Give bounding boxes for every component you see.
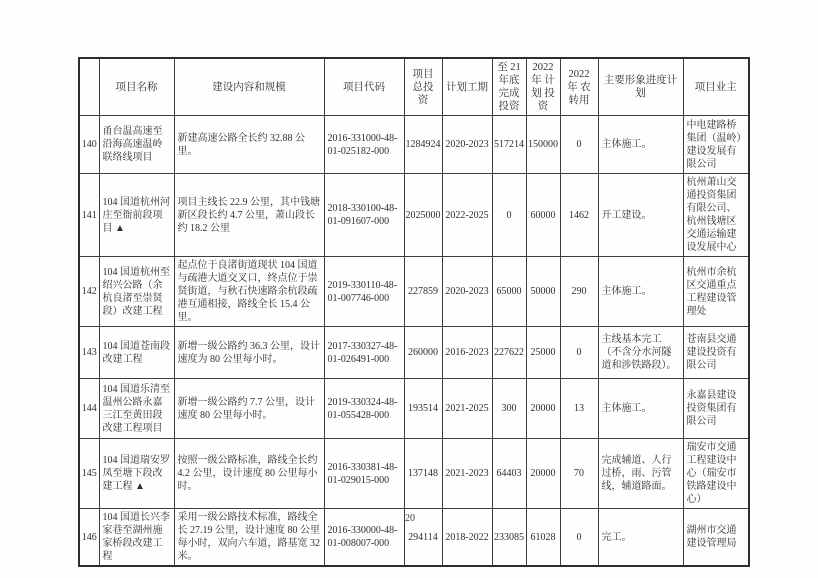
cell-farmland-conv: 290 bbox=[560, 257, 598, 327]
cell-project-code: 2016-330381-48-01-029015-000 bbox=[324, 439, 404, 509]
header-done21: 至 21 年底完成投资 bbox=[492, 58, 526, 116]
table-row bbox=[79, 174, 749, 257]
cell-done-by-2021: 64403 bbox=[492, 439, 526, 509]
cell-project-name: 104 国道苍南段改建工程 bbox=[99, 327, 174, 379]
header-content: 建设内容和规模 bbox=[174, 58, 324, 116]
cell-project-owner: 杭州市余杭区交通重点工程建设管理处 bbox=[683, 257, 749, 327]
cell-plan-period: 2022-2025 bbox=[442, 174, 492, 257]
cell-content-scale: 新增一级公路约 36.3 公里，设计速度为 80 公里每小时。 bbox=[174, 327, 324, 379]
cell-project-name: 104 国道杭州至绍兴公路（余杭良渚至崇贤段）改建工程 bbox=[99, 257, 174, 327]
header-owner: 项目业主 bbox=[683, 58, 749, 116]
cell-total-investment: 227859 bbox=[404, 257, 442, 327]
cell-project-owner: 中电建路桥集团（温岭）建设发展有限公司 bbox=[683, 116, 749, 174]
header-name: 项目名称 bbox=[99, 58, 174, 116]
cell-project-code: 2017-330327-48-01-026491-000 bbox=[324, 327, 404, 379]
cell-done-by-2021: 0 bbox=[492, 174, 526, 257]
cell-progress-plan: 完工。 bbox=[598, 509, 683, 567]
cell-plan-period: 2021-2025 bbox=[442, 379, 492, 439]
table-header-row bbox=[79, 58, 749, 116]
cell-project-owner: 瑞安市交通工程建设中心（瑞安市铁路建设中心） bbox=[683, 439, 749, 509]
cell-project-name: 104 国道乐清至温州公路永嘉三江至黄田段改建工程项目 bbox=[99, 379, 174, 439]
table-row bbox=[79, 439, 749, 509]
cell-done-by-2021: 300 bbox=[492, 379, 526, 439]
cell-farmland-conv: 0 bbox=[560, 116, 598, 174]
table-row bbox=[79, 116, 749, 174]
cell-progress-plan: 完成辅道、人行过桥，雨、污管线，辅道路面。 bbox=[598, 439, 683, 509]
cell-done-by-2021: 517214 bbox=[492, 116, 526, 174]
header-progress: 主要形象进度计划 bbox=[598, 58, 683, 116]
cell-project-name: 甬台温高速至沿海高速温岭联络线项目 bbox=[99, 116, 174, 174]
cell-plan-2022: 50000 bbox=[526, 257, 560, 327]
cell-plan-2022: 60000 bbox=[526, 174, 560, 257]
cell-project-code: 2019-330110-48-01-007746-000 bbox=[324, 257, 404, 327]
cell-plan-2022: 20000 bbox=[526, 379, 560, 439]
cell-plan-period: 2020-2023 bbox=[442, 116, 492, 174]
cell-total-investment: 260000 bbox=[404, 327, 442, 379]
cell-plan-2022: 20000 bbox=[526, 439, 560, 509]
cell-total-investment: 1284924 bbox=[404, 116, 442, 174]
cell-project-name: 104 国道杭州河庄至衙前段项目 ▲ bbox=[99, 174, 174, 257]
cell-project-code: 2019-330324-48-01-055428-000 bbox=[324, 379, 404, 439]
table-body bbox=[79, 116, 749, 567]
cell-content-scale: 按照一级公路标准，路线全长约 4.2 公里，设计速度 80 公里每小时。 bbox=[174, 439, 324, 509]
cell-done-by-2021: 233085 bbox=[492, 509, 526, 567]
cell-plan-2022: 61028 bbox=[526, 509, 560, 567]
cell-seq: 143 bbox=[79, 327, 99, 379]
header-seq bbox=[79, 58, 99, 116]
cell-plan-period: 2018-2022 bbox=[442, 509, 492, 567]
cell-content-scale: 新增一级公路约 7.7 公里，设计速度 80 公里每小时。 bbox=[174, 379, 324, 439]
cell-done-by-2021: 227622 bbox=[492, 327, 526, 379]
cell-progress-plan: 主线基本完工（不含分水河隧道和涉铁路段）。 bbox=[598, 327, 683, 379]
cell-progress-plan: 主体施工。 bbox=[598, 379, 683, 439]
cell-plan-period: 2021-2023 bbox=[442, 439, 492, 509]
cell-farmland-conv: 0 bbox=[560, 509, 598, 567]
cell-project-code: 2016-330000-48-01-008007-000 bbox=[324, 509, 404, 567]
cell-farmland-conv: 13 bbox=[560, 379, 598, 439]
cell-project-owner: 湖州市交通建设管理局 bbox=[683, 509, 749, 567]
header-code: 项目代码 bbox=[324, 58, 404, 116]
cell-project-owner: 杭州萧山交通投资集团有限公司、杭州钱塘区交通运输建设发展中心 bbox=[683, 174, 749, 257]
header-period: 计划工期 bbox=[442, 58, 492, 116]
cell-project-name: 104 国道长兴李家巷至湖州施家桥段改建工程 bbox=[99, 509, 174, 567]
cell-seq: 146 bbox=[79, 509, 99, 567]
cell-done-by-2021: 65000 bbox=[492, 257, 526, 327]
cell-farmland-conv: 1462 bbox=[560, 174, 598, 257]
table-row bbox=[79, 257, 749, 327]
cell-project-name: 104 国道瑞安罗凤至塘下段改建工程 ▲ bbox=[99, 439, 174, 509]
cell-seq: 144 bbox=[79, 379, 99, 439]
cell-content-scale: 新建高速公路全长约 32.88 公里。 bbox=[174, 116, 324, 174]
cell-project-owner: 苍南县交通建设投资有限公司 bbox=[683, 327, 749, 379]
cell-total-investment: 137148 bbox=[404, 439, 442, 509]
cell-plan-2022: 150000 bbox=[526, 116, 560, 174]
page-number: 20 bbox=[405, 513, 415, 524]
cell-progress-plan: 主体施工。 bbox=[598, 116, 683, 174]
cell-content-scale: 采用一级公路技术标准，路线全长 27.19 公里，设计速度 80 公里每小时，双向六车道，路基宽 32 米。 bbox=[174, 509, 324, 567]
cell-seq: 141 bbox=[79, 174, 99, 257]
cell-plan-period: 2016-2023 bbox=[442, 327, 492, 379]
cell-plan-2022: 25000 bbox=[526, 327, 560, 379]
table-row bbox=[79, 379, 749, 439]
header-total: 项目 总投资 bbox=[404, 58, 442, 116]
header-plan22: 2022 年 计划 投资 bbox=[526, 58, 560, 116]
cell-project-owner: 永嘉县建设投资集团有限公司 bbox=[683, 379, 749, 439]
cell-total-investment: 193514 bbox=[404, 379, 442, 439]
cell-farmland-conv: 0 bbox=[560, 327, 598, 379]
cell-content-scale: 项目主线长 22.9 公里，其中钱塘新区段长约 4.7 公里，萧山段长约 18.2 公里 bbox=[174, 174, 324, 257]
cell-project-code: 2016-331000-48-01-025182-000 bbox=[324, 116, 404, 174]
table-row bbox=[79, 327, 749, 379]
cell-progress-plan: 主体施工。 bbox=[598, 257, 683, 327]
cell-total-investment: 2025000 bbox=[404, 174, 442, 257]
cell-seq: 142 bbox=[79, 257, 99, 327]
cell-content-scale: 起点位于良渚街道现状 104 国道与疏港大道交叉口，终点位于崇贤街道，与秋石快速路余杭段疏港互通相接，路线全长 15.4 公里。 bbox=[174, 257, 324, 327]
cell-progress-plan: 开工建设。 bbox=[598, 174, 683, 257]
cell-total-investment: 294114 bbox=[404, 509, 442, 567]
cell-project-code: 2018-330100-48-01-091607-000 bbox=[324, 174, 404, 257]
cell-seq: 140 bbox=[79, 116, 99, 174]
header-farm: 2022 年 农转用 bbox=[560, 58, 598, 116]
cell-farmland-conv: 70 bbox=[560, 439, 598, 509]
cell-plan-period: 2020-2023 bbox=[442, 257, 492, 327]
projects-table bbox=[78, 57, 750, 567]
cell-seq: 145 bbox=[79, 439, 99, 509]
